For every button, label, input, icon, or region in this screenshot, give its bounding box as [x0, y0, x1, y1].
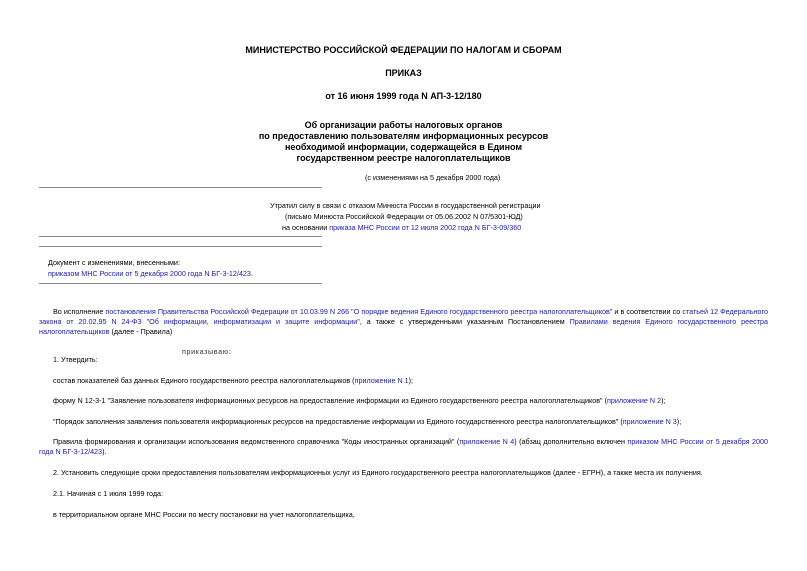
intro-paragraph	[39, 307, 768, 337]
item-1d-text: Правила формирования и организации использования ведомственного справочника "Коды иностранных организаций" (	[53, 437, 460, 446]
intro-text-2: и в соответствии со	[612, 307, 683, 316]
doc-type: ПРИКАЗ	[385, 68, 422, 78]
doc-date-number: от 16 июня 1999 года N АП-3-12/180	[325, 91, 482, 101]
item-1a-text: состав показателей баз данных Единого государственного реестра налогоплательщиков (	[53, 376, 355, 385]
item-2: 2. Установить следующие сроки предоставления пользователям информационных услуг из Единого государственного реестра налогоплательщиков (далее - ЕГРН), а также места их получения.	[53, 468, 703, 477]
item-1: 1. Утвердить:	[53, 355, 98, 364]
item-1c	[53, 417, 681, 427]
item-1c-text: "Порядок заполнения заявления пользователя информационных ресурсов на предоставление информации из Единого государственного реестра налогоплательщиков" (	[53, 417, 623, 426]
changes-line-2	[48, 269, 253, 279]
changes-order-link[interactable]: приказом МНС России от 5 декабря 2000 года N БГ-3-12/423	[48, 269, 251, 278]
divider-3	[39, 246, 322, 247]
item-1d	[39, 437, 768, 457]
appendix-4-link[interactable]: приложение N 4	[459, 437, 515, 446]
intro-text-3: , а также с утвержденными указанным Постановлением	[359, 317, 570, 326]
doc-title-line-3: необходимой информации, содержащейся в Едином	[284, 142, 523, 152]
status-line-1: Утратил силу в связи с отказом Минюста России в государственной регистрации	[270, 201, 541, 210]
status-line-2: (письмо Минюста Российской Федерации от 05.06.2002 N 07/5301-ЮД)	[285, 212, 523, 221]
item-1d-end: ).	[102, 447, 107, 456]
item-1c-end: );	[676, 417, 682, 426]
status-line-3-prefix: на основании	[282, 223, 330, 232]
item-1b-end: );	[661, 396, 666, 405]
amendments-note: (с изменениями на 5 декабря 2000 года)	[365, 173, 501, 182]
intro-text-1: Во исполнение	[53, 307, 106, 316]
doc-title-line-4: государственном реестре налогоплательщиков	[296, 153, 511, 163]
repeal-order-link[interactable]: приказа МНС России от 12 июля 2002 года N БГ-3-09/360	[329, 223, 522, 232]
ministry-name: МИНИСТЕРСТВО РОССИЙСКОЙ ФЕДЕРАЦИИ ПО НАЛОГАМ И СБОРАМ	[245, 45, 562, 55]
divider-1	[39, 187, 322, 188]
changes-suffix: .	[250, 269, 253, 278]
order-word: приказываю:	[182, 347, 232, 356]
item-2-1a: в территориальном органе МНС России по месту постановки на учет налогоплательщика,	[53, 510, 355, 519]
item-1a-end: );	[408, 376, 414, 385]
appendix-2-link[interactable]: приложение N 2	[606, 396, 662, 405]
item-1d-mid: ) (абзац дополнительно включен	[514, 437, 628, 446]
divider-2	[39, 236, 322, 237]
divider-4	[39, 283, 322, 284]
appendix-1-link[interactable]: приложение N 1	[354, 376, 409, 385]
item-1b-text: форму N 12-3-1 "Заявление пользователя информационных ресурсов на предоставление информации из Единого государственного реестра налогоплательщиков" (	[53, 396, 607, 405]
item-1a	[53, 376, 413, 386]
doc-title-line-1: Об организации работы налоговых органов	[304, 120, 503, 130]
changes-line-1: Документ с изменениями, внесенными:	[48, 258, 180, 267]
item-1b	[53, 396, 665, 406]
appendix-3-link[interactable]: приложение N 3	[622, 417, 677, 426]
doc-title-line-2: по предоставлению пользователям информационных ресурсов	[258, 131, 549, 141]
amendment-order-link[interactable]: приказом МНС России от 5 декабря 2000 года N БГ-3-12/423	[39, 437, 769, 456]
intro-text-4: (далее - Правила)	[109, 327, 173, 336]
federal-law-link[interactable]: статьей 12 Федерального закона от 20.02.95 N 24-ФЗ "Об информации, информатизации и защите информации"	[39, 307, 769, 326]
government-decree-link[interactable]: постановления Правительства Российской Федерации от 10.03.99 N 266 "О порядке ведения Единого государственного реестра налогоплательщиков"	[105, 307, 613, 316]
rules-link[interactable]: Правилами ведения Единого государственного реестра налогоплательщиков	[39, 317, 768, 336]
item-2-1: 2.1. Начиная с 1 июля 1999 года:	[53, 489, 164, 498]
status-line-3	[282, 223, 521, 233]
